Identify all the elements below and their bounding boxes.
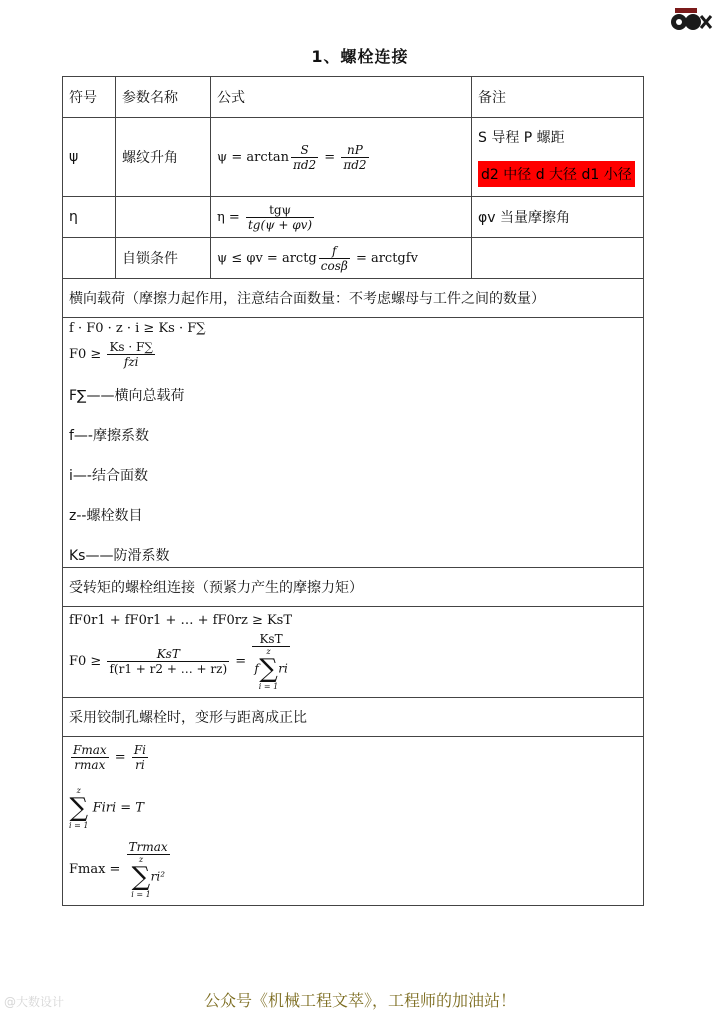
formula-line — [69, 340, 637, 369]
numerator: tgψ — [269, 202, 291, 217]
formula-text: ψ = arctan — [217, 149, 289, 165]
note-cell: φv 当量摩擦角 — [472, 197, 644, 238]
denominator: tg(ψ + φv) — [247, 217, 313, 232]
formula-text: F0 ≥ — [69, 346, 102, 362]
sum-upper: z — [138, 855, 144, 864]
table-row — [63, 118, 644, 197]
formula-cell — [211, 238, 472, 279]
denominator: cosβ — [320, 258, 348, 273]
summation — [259, 647, 278, 691]
fraction — [341, 143, 368, 172]
section-header-row — [63, 698, 644, 737]
symbol-cell: η — [63, 197, 116, 238]
definition-item: z--螺栓数目 — [69, 507, 143, 524]
note-cell — [472, 118, 644, 197]
sigma: ∑ — [69, 793, 88, 823]
numerator: Fi — [133, 743, 146, 757]
formula-text: = — [114, 750, 126, 765]
name-cell — [116, 197, 211, 238]
formula-line: fF0r1 + fF0r1 + … + fF0rz ≥ KsT — [69, 613, 293, 628]
formula-line — [69, 786, 637, 830]
denominator-suffix: ri — [278, 661, 288, 676]
page-title: 1、螺栓连接 — [311, 47, 409, 66]
section-content-row — [63, 737, 644, 906]
sum-lower: i = 1 — [258, 682, 279, 691]
fraction — [291, 143, 318, 172]
section-content — [63, 318, 644, 568]
fraction — [107, 647, 229, 676]
table-row — [63, 238, 644, 279]
definition-item: i—-结合面数 — [69, 467, 148, 484]
denominator: ri — [132, 757, 148, 772]
sigma: ∑ — [259, 654, 278, 684]
formula-line — [69, 743, 637, 772]
fraction — [246, 203, 314, 232]
formula-text: = — [235, 654, 247, 669]
formula-text: = — [324, 149, 336, 165]
formula-line — [69, 840, 637, 899]
formula-text: Fmax = — [69, 862, 121, 877]
fraction — [127, 840, 170, 899]
section-content-row — [63, 318, 644, 568]
numerator: Fmax — [73, 743, 107, 757]
watermark: @大数设计 — [4, 995, 65, 1009]
header-formula: 公式 — [211, 77, 472, 118]
numerator: nP — [347, 142, 363, 157]
section-content — [63, 607, 644, 698]
note-highlight: d2 中径 d 大径 d1 小径 — [478, 161, 635, 187]
sum-lower: i = 1 — [69, 821, 89, 830]
numerator: Ks · F∑ — [109, 339, 153, 354]
numerator: KsT — [259, 632, 283, 646]
fraction — [71, 743, 109, 772]
header-name: 参数名称 — [116, 77, 211, 118]
brand-logo — [669, 6, 713, 32]
sum-upper: z — [76, 786, 81, 795]
denominator: fzi — [107, 354, 154, 369]
section-title: 受转矩的螺栓组连接（预紧力产生的摩擦力矩） — [63, 568, 644, 607]
section-title: 横向载荷（摩擦力起作用，注意结合面数量：不考虑螺母与工件之间的数量） — [63, 279, 644, 318]
numerator: f — [332, 243, 337, 258]
numerator: KsT — [156, 647, 180, 661]
formula-text: η = — [217, 209, 240, 225]
formula-text: Firi = T — [92, 800, 144, 816]
table-row — [63, 197, 644, 238]
sum-upper: z — [266, 647, 271, 656]
fraction — [319, 244, 350, 273]
formula-cell — [211, 197, 472, 238]
definition-item: f—-摩擦系数 — [69, 427, 149, 444]
symbol-cell — [63, 238, 116, 279]
formula-cell — [211, 118, 472, 197]
section-content — [63, 737, 644, 906]
bolt-connection-table — [62, 76, 644, 906]
definition-item: F∑——横向总载荷 — [69, 387, 185, 404]
section-header-row — [63, 568, 644, 607]
formula-text: = arctgfv — [355, 250, 418, 266]
header-note: 备注 — [472, 77, 644, 118]
section-header-row — [63, 279, 644, 318]
note-text: S 导程 P 螺距 — [478, 130, 565, 146]
numerator: Trmax — [128, 840, 168, 854]
denominator — [252, 646, 289, 691]
table-header-row — [63, 77, 644, 118]
denominator: rmax — [71, 757, 109, 772]
denominator — [127, 854, 170, 899]
formula-text: ψ ≤ φv = arctg — [217, 250, 317, 266]
sigma: ∑ — [131, 862, 151, 892]
formula-line — [69, 632, 637, 691]
fraction — [107, 340, 154, 369]
section-title: 采用铰制孔螺栓时，变形与距离成正比 — [63, 698, 644, 737]
numerator: S — [300, 142, 309, 157]
fraction — [252, 632, 289, 691]
footer-slogan: 公众号《机械工程文萃》，工程师的加油站！ — [203, 991, 516, 1010]
summation — [131, 855, 150, 899]
formula-text: F0 ≥ — [69, 654, 102, 669]
formula-line: f · F0 · z · i ≥ Ks · F∑ — [69, 320, 206, 336]
section-content-row — [63, 607, 644, 698]
symbol-cell: ψ — [63, 118, 116, 197]
definition-item: Ks——防滑系数 — [69, 547, 170, 564]
denominator-prefix: f — [254, 661, 259, 676]
sum-lower: i = 1 — [131, 890, 151, 899]
denominator-suffix: ri² — [150, 869, 166, 884]
summation — [69, 786, 88, 830]
denominator: πd2 — [343, 157, 367, 172]
denominator: πd2 — [292, 157, 317, 172]
fraction — [132, 743, 148, 772]
note-cell — [472, 238, 644, 279]
name-cell: 自锁条件 — [116, 238, 211, 279]
name-cell: 螺纹升角 — [116, 118, 211, 197]
denominator: f(r1 + r2 + … + rz) — [109, 662, 228, 676]
header-symbol: 符号 — [63, 77, 116, 118]
